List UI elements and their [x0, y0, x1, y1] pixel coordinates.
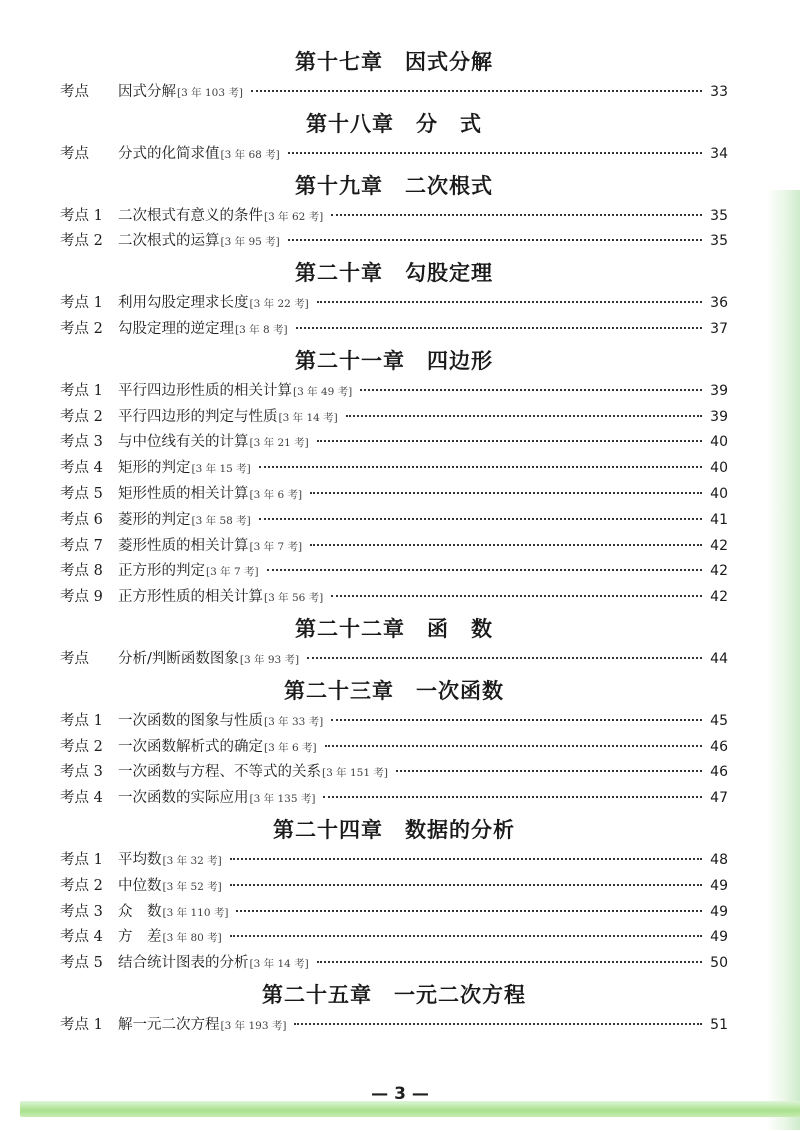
dot-leader	[310, 544, 702, 546]
exam-point-label: 考点 1	[60, 1016, 103, 1033]
toc-entry[interactable]	[60, 317, 728, 343]
page-ref: 51	[710, 1016, 728, 1033]
page-ref: 40	[710, 434, 728, 451]
exam-frequency-tag: [3 年 21 考]	[249, 437, 309, 450]
dot-leader	[230, 858, 702, 860]
chapter-section	[60, 611, 728, 673]
chapter-title: 第十八章 分 式	[306, 111, 482, 136]
exam-frequency-tag: [3 年 110 考]	[162, 906, 229, 919]
toc-entry[interactable]	[60, 786, 728, 812]
exam-frequency-tag: [3 年 14 考]	[278, 411, 338, 424]
dot-leader	[288, 239, 702, 241]
exam-frequency-tag: [3 年 56 考]	[264, 592, 324, 605]
toc-entry[interactable]	[60, 874, 728, 900]
exam-frequency-tag: [3 年 15 考]	[191, 463, 251, 476]
chapter-title: 第十七章 因式分解	[295, 50, 493, 74]
dot-leader	[288, 152, 702, 154]
page-ref: 46	[710, 764, 728, 781]
topic-title: 勾股定理的逆定理	[118, 320, 234, 337]
exam-point-label: 考点 3	[60, 434, 103, 451]
toc-entry[interactable]	[60, 430, 728, 456]
page-ref: 39	[710, 408, 728, 425]
dot-leader	[310, 492, 702, 494]
chapter-title: 第二十三章 一次函数	[284, 678, 504, 703]
page-ref: 34	[710, 145, 728, 162]
exam-frequency-tag: [3 年 33 考]	[264, 715, 324, 728]
toc-entry[interactable]	[60, 204, 728, 230]
exam-point-label: 考点 2	[60, 877, 103, 894]
topic-title: 二次根式的运算	[118, 233, 220, 250]
exam-frequency-tag: [3 年 6 考]	[249, 488, 303, 501]
topic-title: 分式的化简求值	[118, 145, 220, 162]
exam-frequency-tag: [3 年 7 考]	[249, 540, 303, 553]
topic-title: 菱形的判定	[118, 511, 191, 528]
exam-point-label: 考点 1	[60, 382, 103, 399]
topic-title: 解一元二次方程	[118, 1016, 220, 1033]
exam-frequency-tag: [3 年 32 考]	[162, 854, 222, 867]
chapter-title: 第十九章 二次根式	[295, 173, 493, 198]
dot-leader	[259, 466, 702, 468]
exam-point-label: 考点 4	[60, 929, 103, 946]
page-ref: 41	[710, 511, 728, 528]
dot-leader	[317, 301, 702, 303]
page-ref: 50	[710, 955, 728, 972]
toc-entry[interactable]	[60, 482, 728, 508]
exam-point-label: 考点 2	[60, 320, 103, 337]
page-ref: 44	[710, 650, 728, 667]
dot-leader	[317, 440, 702, 442]
topic-title: 平行四边形的判定与性质	[118, 408, 278, 425]
page-ref: 42	[710, 563, 728, 580]
page-ref: 49	[710, 903, 728, 920]
exam-frequency-tag: [3 年 58 考]	[191, 514, 251, 527]
chapter-section	[60, 255, 728, 343]
dot-leader	[360, 389, 702, 391]
chapter-section	[60, 343, 728, 611]
exam-point-label: 考点	[60, 145, 89, 162]
toc-entry[interactable]	[60, 456, 728, 482]
topic-title: 结合统计图表的分析	[118, 955, 249, 972]
dot-leader	[331, 214, 702, 216]
topic-title: 二次根式有意义的条件	[118, 207, 263, 224]
topic-title: 利用勾股定理求长度	[118, 295, 249, 312]
dot-leader	[259, 518, 702, 520]
toc-entry[interactable]	[60, 760, 728, 786]
dot-leader	[396, 770, 702, 772]
toc-entry[interactable]	[60, 900, 728, 926]
exam-frequency-tag: [3 年 52 考]	[162, 880, 222, 893]
page-ref: 49	[710, 929, 728, 946]
topic-title: 一次函数与方程、不等式的关系	[118, 764, 321, 781]
exam-frequency-tag: [3 年 7 考]	[206, 566, 259, 579]
topic-title: 正方形的判定	[118, 563, 205, 580]
exam-frequency-tag: [3 年 8 考]	[235, 323, 288, 336]
chapter-section	[60, 168, 728, 256]
exam-frequency-tag: [3 年 135 考]	[249, 793, 316, 806]
exam-point-label: 考点 4	[60, 790, 103, 807]
exam-point-label: 考点 7	[60, 537, 103, 554]
chapter-title: 第二十五章 一元二次方程	[262, 982, 526, 1007]
toc-entry[interactable]	[60, 559, 728, 585]
exam-point-label: 考点 1	[60, 712, 103, 729]
toc-entry[interactable]	[60, 585, 728, 611]
topic-title: 一次函数解析式的确定	[118, 738, 263, 755]
toc-entry[interactable]	[60, 508, 728, 534]
exam-frequency-tag: [3 年 62 考]	[264, 210, 324, 223]
exam-point-label: 考点 1	[60, 851, 103, 868]
page-ref: 36	[710, 295, 728, 312]
toc-entry[interactable]	[60, 142, 728, 168]
dot-leader	[346, 415, 702, 417]
chapter-section	[60, 977, 728, 1039]
exam-frequency-tag: [3 年 93 考]	[239, 653, 300, 666]
exam-frequency-tag: [3 年 103 考]	[177, 87, 243, 99]
page-ref: 40	[710, 460, 728, 477]
toc-entry[interactable]	[60, 709, 728, 735]
chapter-section	[60, 812, 728, 977]
topic-title: 因式分解	[118, 84, 176, 100]
dot-leader	[296, 327, 703, 329]
topic-title: 中位数	[118, 877, 162, 894]
topic-title: 一次函数的图象与性质	[118, 712, 263, 729]
chapter-title: 第二十二章 函 数	[295, 616, 493, 641]
toc-entry[interactable]	[60, 647, 728, 673]
dot-leader	[236, 910, 702, 912]
exam-point-label: 考点 2	[60, 233, 103, 250]
exam-point-label: 考点 6	[60, 511, 103, 528]
exam-point-label: 考点 1	[60, 207, 103, 224]
exam-frequency-tag: [3 年 95 考]	[220, 236, 280, 249]
page-ref: 45	[710, 712, 728, 729]
table-of-contents	[60, 44, 728, 1039]
exam-point-label: 考点 5	[60, 485, 103, 502]
toc-entry[interactable]	[60, 534, 728, 560]
topic-title: 众 数	[118, 903, 162, 920]
chapter-title: 第二十一章 四边形	[295, 348, 493, 373]
dot-leader	[267, 569, 703, 571]
dot-leader	[323, 796, 702, 798]
exam-point-label: 考点 2	[60, 738, 103, 755]
dot-leader	[317, 961, 702, 963]
exam-frequency-tag: [3 年 49 考]	[293, 385, 353, 398]
toc-entry[interactable]	[60, 925, 728, 951]
page-number: — 3 —	[371, 1084, 429, 1104]
exam-point-label: 考点 5	[60, 955, 103, 972]
exam-point-label: 考点 1	[60, 295, 103, 312]
toc-entry[interactable]	[60, 735, 728, 761]
exam-frequency-tag: [3 年 68 考]	[220, 148, 280, 161]
chapter-section	[60, 673, 728, 812]
exam-frequency-tag: [3 年 193 考]	[220, 1019, 287, 1032]
page-ref: 35	[710, 233, 728, 250]
exam-frequency-tag: [3 年 22 考]	[249, 298, 309, 311]
page-ref: 48	[710, 851, 728, 868]
page-ref: 42	[710, 537, 728, 554]
page-ref: 46	[710, 738, 728, 755]
exam-frequency-tag: [3 年 80 考]	[162, 932, 222, 945]
page-ref: 47	[710, 790, 728, 807]
dot-leader	[294, 1023, 702, 1025]
page-ref: 39	[710, 382, 728, 399]
toc-entry[interactable]	[60, 80, 728, 106]
exam-frequency-tag: [3 年 14 考]	[249, 958, 309, 971]
exam-point-label: 考点	[60, 650, 89, 667]
exam-point-label: 考点	[60, 84, 89, 100]
page-ref: 33	[710, 84, 728, 100]
topic-title: 分析/判断函数图象	[118, 650, 239, 667]
dot-leader	[331, 595, 702, 597]
dot-leader	[307, 657, 702, 659]
exam-frequency-tag: [3 年 6 考]	[264, 741, 317, 754]
dot-leader	[251, 90, 702, 92]
toc-entry[interactable]	[60, 848, 728, 874]
topic-title: 与中位线有关的计算	[118, 434, 249, 451]
topic-title: 平行四边形性质的相关计算	[118, 382, 292, 399]
toc-entry[interactable]	[60, 951, 728, 977]
exam-point-label: 考点 3	[60, 764, 103, 781]
exam-point-label: 考点 3	[60, 903, 103, 920]
exam-point-label: 考点 8	[60, 563, 103, 580]
page-ref: 42	[710, 589, 728, 606]
chapter-title: 第二十四章 数据的分析	[273, 817, 515, 842]
dot-leader	[331, 719, 702, 721]
dot-leader	[230, 935, 702, 937]
topic-title: 矩形的判定	[118, 460, 191, 477]
toc-entry[interactable]	[60, 291, 728, 317]
toc-entry[interactable]	[60, 1013, 728, 1039]
exam-point-label: 考点 4	[60, 460, 103, 477]
page-ref: 49	[710, 877, 728, 894]
chapter-title: 第二十章 勾股定理	[295, 261, 493, 286]
toc-entry[interactable]	[60, 229, 728, 255]
topic-title: 方 差	[118, 929, 162, 946]
chapter-section	[60, 106, 728, 168]
dot-leader	[325, 745, 703, 747]
dot-leader	[230, 884, 702, 886]
exam-point-label: 考点 9	[60, 589, 103, 606]
topic-title: 平均数	[118, 851, 162, 868]
chapter-section	[60, 44, 728, 106]
page-ref: 35	[710, 207, 728, 224]
page-ref: 37	[710, 320, 728, 337]
topic-title: 菱形性质的相关计算	[118, 537, 249, 554]
exam-frequency-tag: [3 年 151 考]	[322, 767, 388, 780]
page-edge-shadow	[766, 190, 800, 1130]
exam-point-label: 考点 2	[60, 408, 103, 425]
page-ref: 40	[710, 485, 728, 502]
topic-title: 正方形性质的相关计算	[118, 589, 263, 606]
topic-title: 矩形性质的相关计算	[118, 485, 249, 502]
topic-title: 一次函数的实际应用	[118, 790, 249, 807]
toc-entry[interactable]	[60, 379, 728, 405]
toc-entry[interactable]	[60, 405, 728, 431]
